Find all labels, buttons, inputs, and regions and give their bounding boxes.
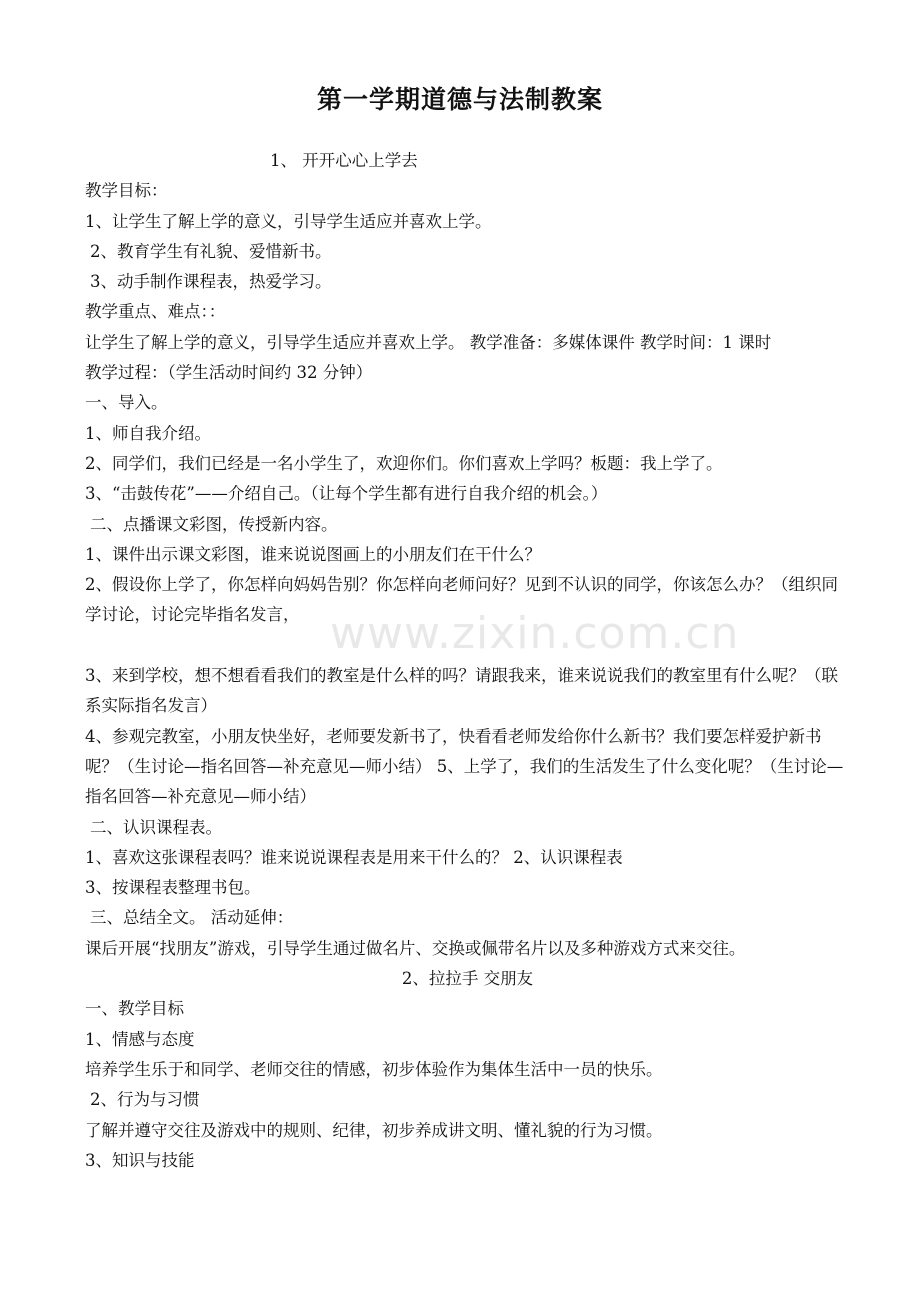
paragraph: 2、同学们，我们已经是一名小学生了，欢迎你们。你们喜欢上学吗？板题：我上学了。 [85,453,723,473]
paragraph: 1、让学生了解上学的意义，引导学生适应并喜欢上学。 [85,211,492,231]
paragraph: 3、“击鼓传花”——介绍自己。（让每个学生都有进行自我介绍的机会。） [85,484,608,504]
paragraph: 2、假设你上学了，你怎样向妈妈告别？你怎样向老师问好？见到不认识的同学，你该怎么办？（组织同学讨论，讨论完毕指名发言， [85,575,838,625]
paragraph: 2、教育学生有礼貌、爱惜新书。 [90,241,332,261]
paragraph: 4、参观完教室，小朋友快坐好，老师要发新书了，快看看老师发给你什么新书？我们要怎样爱护新书呢？（生讨论—指名回答—补充意见—师小结） 5、上学了，我们的生活发生了什么变化呢？（生讨论—指名回答—补充意见—师小结） [85,726,844,807]
paragraph: 二、点播课文彩图，传授新内容。 [90,514,338,534]
lesson-1-heading: 1、 开开心心上学去 [270,151,418,170]
paragraph: 一、导入。 [85,393,168,413]
paragraph: 一、教学目标 [85,999,184,1019]
lesson-2-heading: 2、拉拉手 交朋友 [401,969,534,989]
paragraph: 让学生了解上学的意义，引导学生适应并喜欢上学。 教学准备：多媒体课件 教学时间：1 课时 [85,332,772,352]
paragraph: 3、来到学校，想不想看看我们的教室是什么样的吗？请跟我来，谁来说说我们的教室里有什么呢？（联系实际指名发言） [85,666,838,716]
paragraph: 培养学生乐于和同学、老师交往的情感，初步体验作为集体生活中一员的快乐。 [85,1059,663,1079]
paragraph: 课后开展“找朋友”游戏，引导学生通过做名片、交换或佩带名片以及多种游戏方式来交往。 [85,938,746,958]
paragraph: 3、动手制作课程表，热爱学习。 [90,272,332,292]
paragraph: 二、认识课程表。 [90,817,222,837]
paragraph: 1、喜欢这张课程表吗？谁来说说课程表是用来干什么的？ 2、认识课程表 [85,847,623,867]
blank-line [85,631,850,661]
paragraph: 3、按课程表整理书包。 [85,878,261,898]
paragraph: 1、课件出示课文彩图，谁来说说图画上的小朋友们在干什么？ [85,544,541,564]
paragraph: 教学目标： [85,181,168,201]
paragraph: 3、知识与技能 [85,1150,195,1170]
paragraph: 教学过程：（学生活动时间约 32 分钟） [85,363,373,383]
paragraph: 教学重点、难点：： [85,302,226,322]
paragraph: 1、师自我介绍。 [85,423,211,443]
document-body [85,146,850,1176]
paragraph: 1、情感与态度 [85,1029,195,1049]
paragraph: 了解并遵守交往及游戏中的规则、纪律，初步养成讲文明、懂礼貌的行为习惯。 [85,1120,663,1140]
paragraph: 三、总结全文。 活动延伸： [90,908,294,928]
paragraph: 2、行为与习惯 [90,1090,200,1110]
watermark: www.zixin.com.cn [330,608,740,659]
page-title: 第一学期道德与法制教案 [316,85,603,114]
